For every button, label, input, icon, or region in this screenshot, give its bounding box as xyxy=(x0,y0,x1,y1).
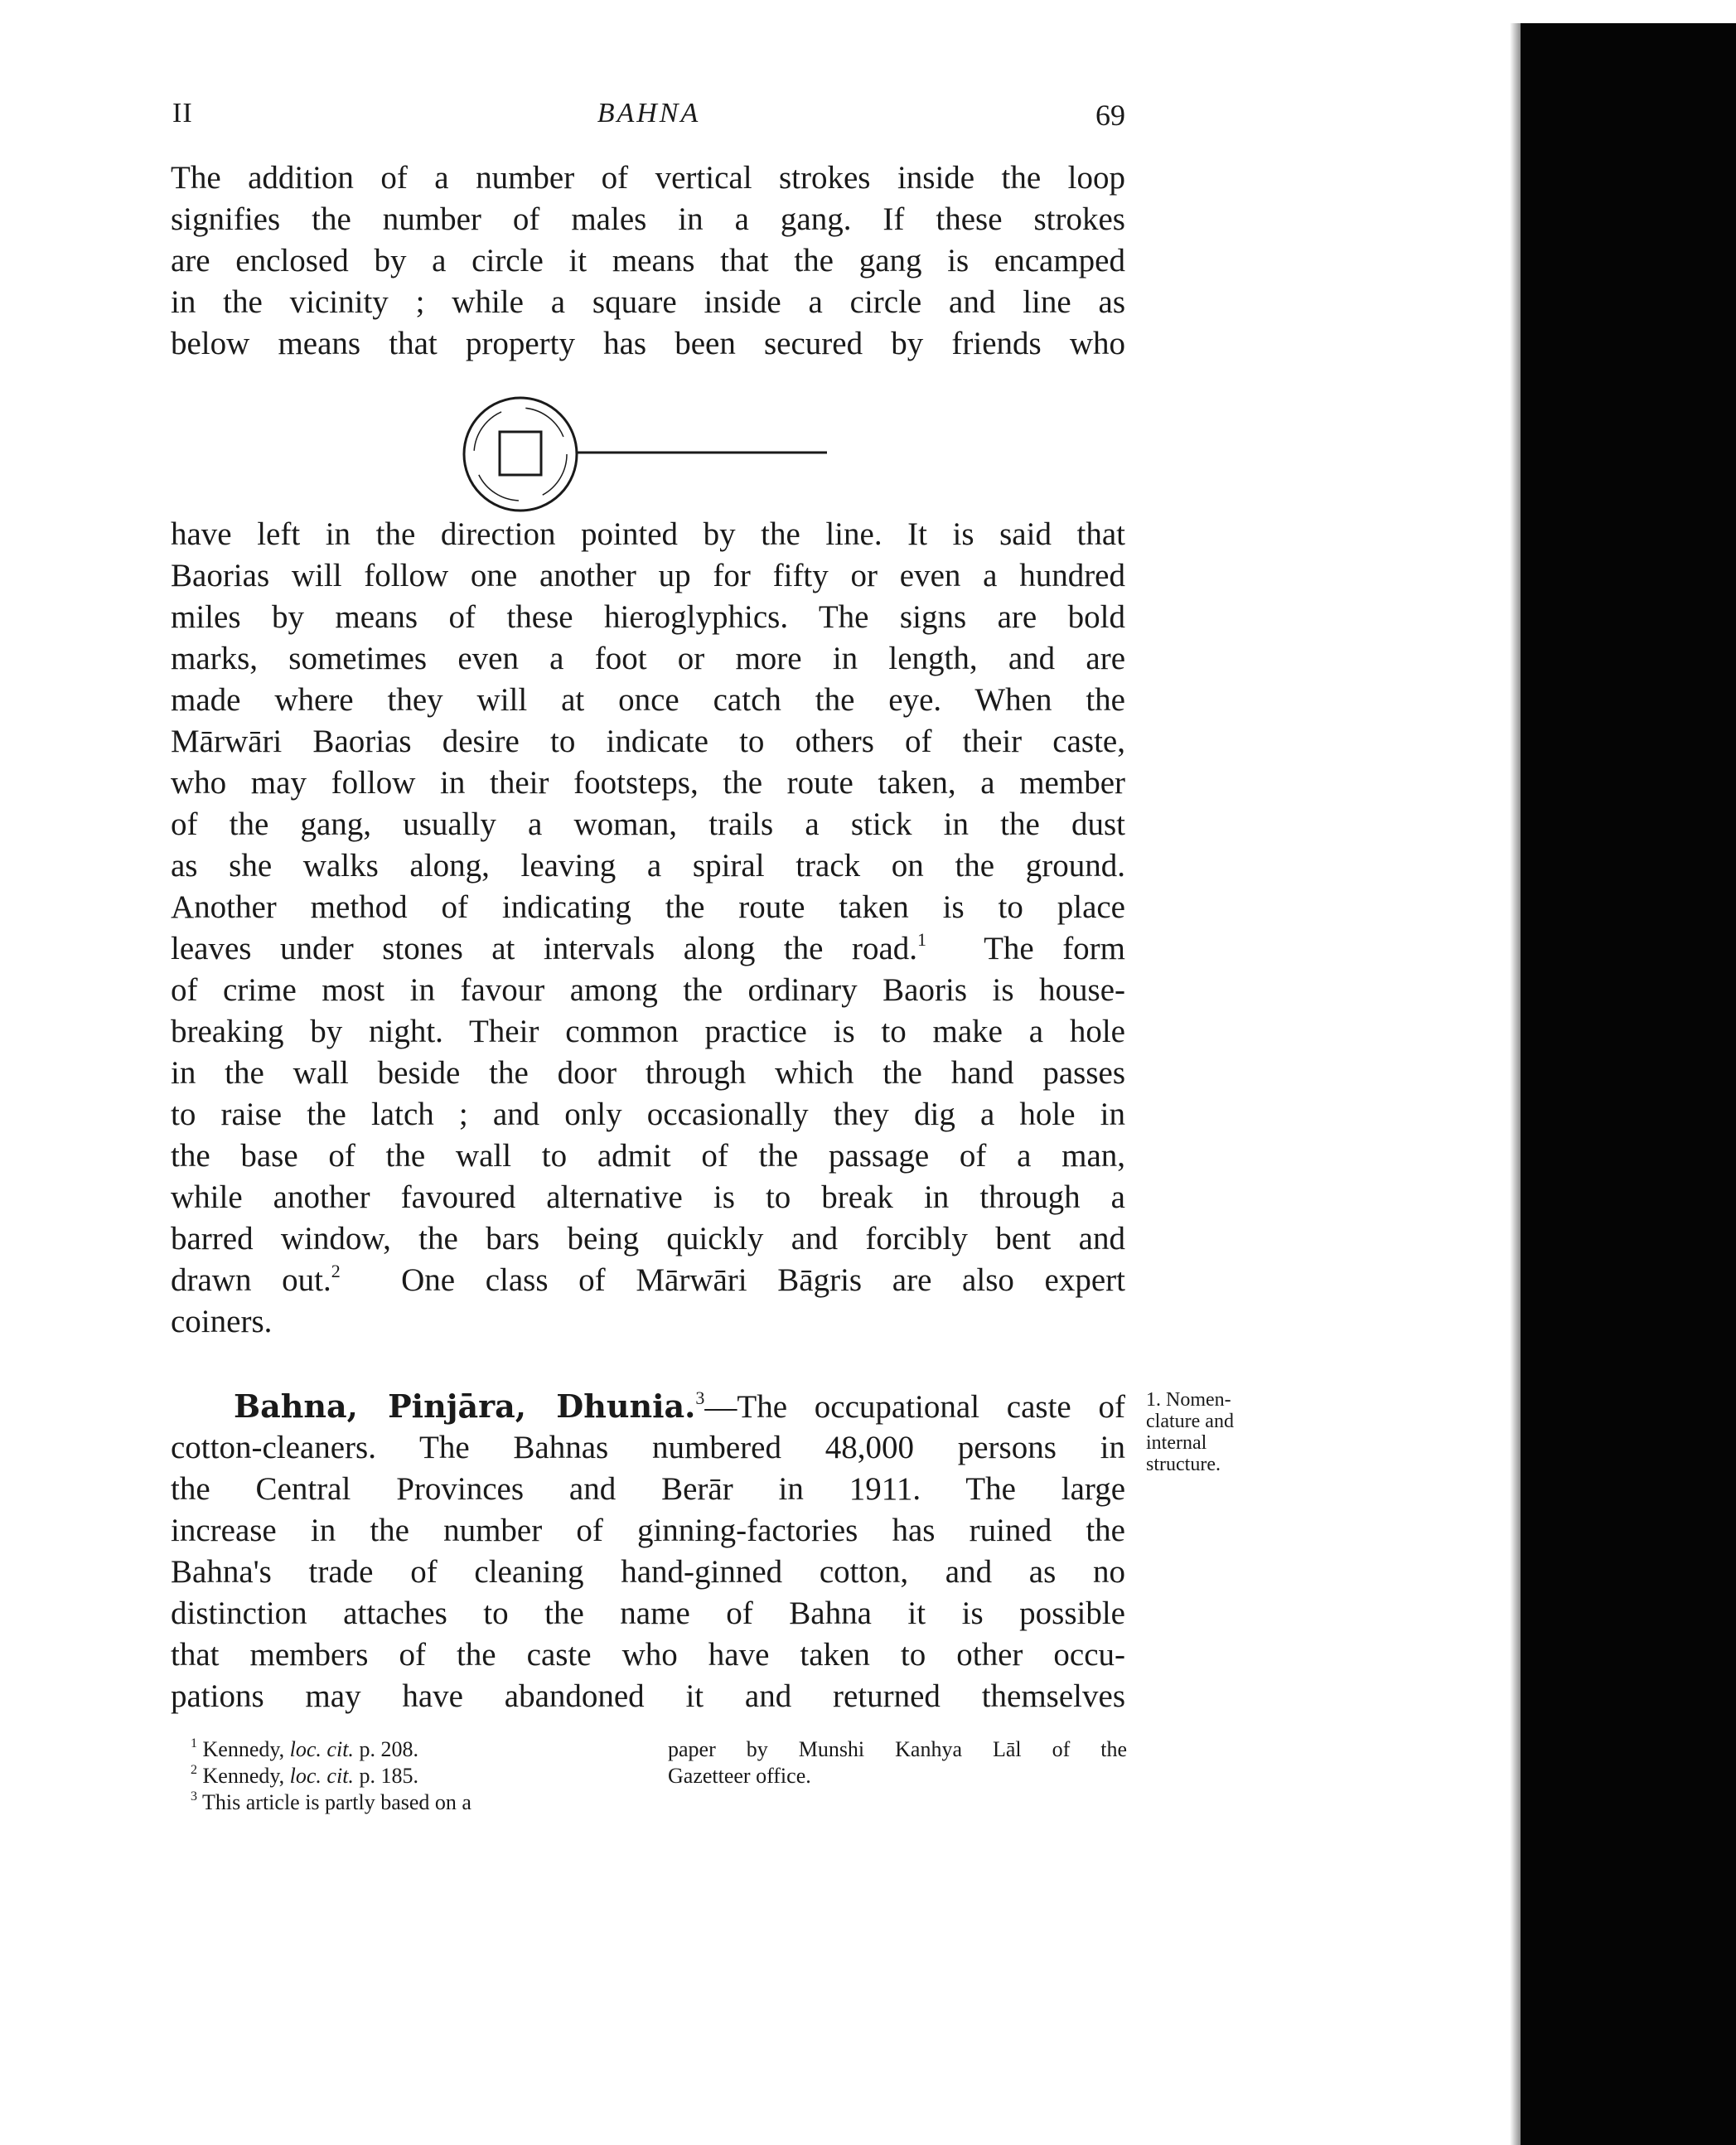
text-line: while another favoured alternative is to break in through a xyxy=(171,1179,1125,1215)
text-line: drawn out.$^2$ One class of Mārwāri Bāgris are also expert xyxy=(171,1261,1125,1298)
paragraph-hieroglyphics xyxy=(171,514,1125,1343)
text-line: of crime most in favour among the ordinary Baoris is house- xyxy=(171,972,1125,1008)
text-line: below means that property has been secured by friends who xyxy=(171,326,1125,361)
footnote-mark: 3 xyxy=(695,1387,705,1408)
running-title: BAHNA xyxy=(597,98,701,128)
text-line: leaves under stones at intervals along the road.$^1$ The form xyxy=(171,929,1126,966)
text-line: in the wall beside the door through which the hand passes xyxy=(171,1055,1125,1091)
text-line: that members of the caste who have taken to other occu- xyxy=(171,1637,1125,1673)
text-line: in the vicinity ; while a square inside a circle and line as xyxy=(171,284,1125,320)
text-line: marks, sometimes even a foot or more in length, and are xyxy=(171,641,1125,676)
text-line: cotton-cleaners. The Bahnas numbered 48,000 persons in xyxy=(171,1430,1125,1465)
footnote-3-continued: paper by Munshi Kanhya Lāl of the xyxy=(668,1737,1127,1761)
text-line: Baorias will follow one another up for fifty or even a hundred xyxy=(171,558,1125,593)
symbol-circle xyxy=(464,398,577,511)
text-line: signifies the number of males in a gang. If these strokes xyxy=(171,201,1125,237)
text-line: miles by means of these hieroglyphics. The signs are bold xyxy=(171,599,1125,635)
footnotes-left-column xyxy=(191,1736,621,1816)
text-line: of the gang, usually a woman, trails a stick in the dust xyxy=(171,806,1125,842)
text-line: the base of the wall to admit of the passage of a man, xyxy=(171,1138,1125,1174)
text-line: Bahna, Pinjāra, Dhunia.$^3$—The occupational caste of xyxy=(234,1387,1126,1425)
text-line: The addition of a number of vertical strokes inside the loop xyxy=(171,160,1125,196)
paragraph-signs xyxy=(171,157,1125,365)
text-line: as she walks along, leaving a spiral track on the ground. xyxy=(171,848,1125,884)
symbol-inner-arc xyxy=(474,408,567,501)
text-line: Another method of indicating the route taken is to place xyxy=(171,889,1125,925)
page-number: 69 xyxy=(1095,99,1125,132)
footnotes-right-column xyxy=(668,1736,1127,1789)
footnote-mark: 1 xyxy=(917,929,927,950)
margin-note: 1. Nomen- clature and internal structure. xyxy=(1146,1389,1234,1475)
text-line: barred window, the bars being quickly and forcibly bent and xyxy=(171,1221,1125,1256)
footnote-mark: 2 xyxy=(331,1261,341,1281)
text-line: distinction attaches to the name of Bahna it is possible xyxy=(171,1595,1125,1631)
text-line: the Central Provinces and Berār in 1911. The large xyxy=(171,1471,1125,1507)
text-line: to raise the latch ; and only occasionally they dig a hole in xyxy=(171,1097,1125,1132)
text-line: Bahna's trade of cleaning hand-ginned cotton, and as no xyxy=(171,1554,1125,1590)
footnote-3-continued: Gazetteer office. xyxy=(668,1764,811,1788)
footnote-2: $^2$ Kennedy, loc. cit. p. 185. xyxy=(191,1763,418,1788)
text-line: Mārwāri Baorias desire to indicate to others of their caste, xyxy=(171,724,1125,759)
footnote-3: $^3$ This article is partly based on a xyxy=(191,1789,471,1814)
text-line: pations may have abandoned it and returned themselves xyxy=(171,1678,1125,1714)
article-heading: Bahna, Pinjāra, Dhunia. xyxy=(234,1387,696,1425)
running-header xyxy=(172,98,1125,139)
text-line: made where they will at once catch the eye. When the xyxy=(171,682,1125,718)
chapter-numeral: II xyxy=(172,98,193,128)
text-line: who may follow in their footsteps, the route taken, a member xyxy=(171,765,1125,801)
symbol-square xyxy=(500,432,541,475)
text-line: are enclosed by a circle it means that the gang is encamped xyxy=(171,243,1125,278)
paragraph-bahna xyxy=(171,1386,1125,1717)
text-line: increase in the number of ginning-factories has ruined the xyxy=(171,1513,1125,1548)
text-line: coiners. xyxy=(171,1304,273,1339)
text-line: breaking by night. Their common practice is to make a hole xyxy=(171,1014,1125,1049)
text-line: have left in the direction pointed by the line. It is said that xyxy=(171,516,1125,552)
circle-square-line-symbol xyxy=(462,388,844,521)
scan-black-border xyxy=(1521,23,1736,2145)
footnote-1: $^1$ Kennedy, loc. cit. p. 208. xyxy=(191,1736,418,1761)
